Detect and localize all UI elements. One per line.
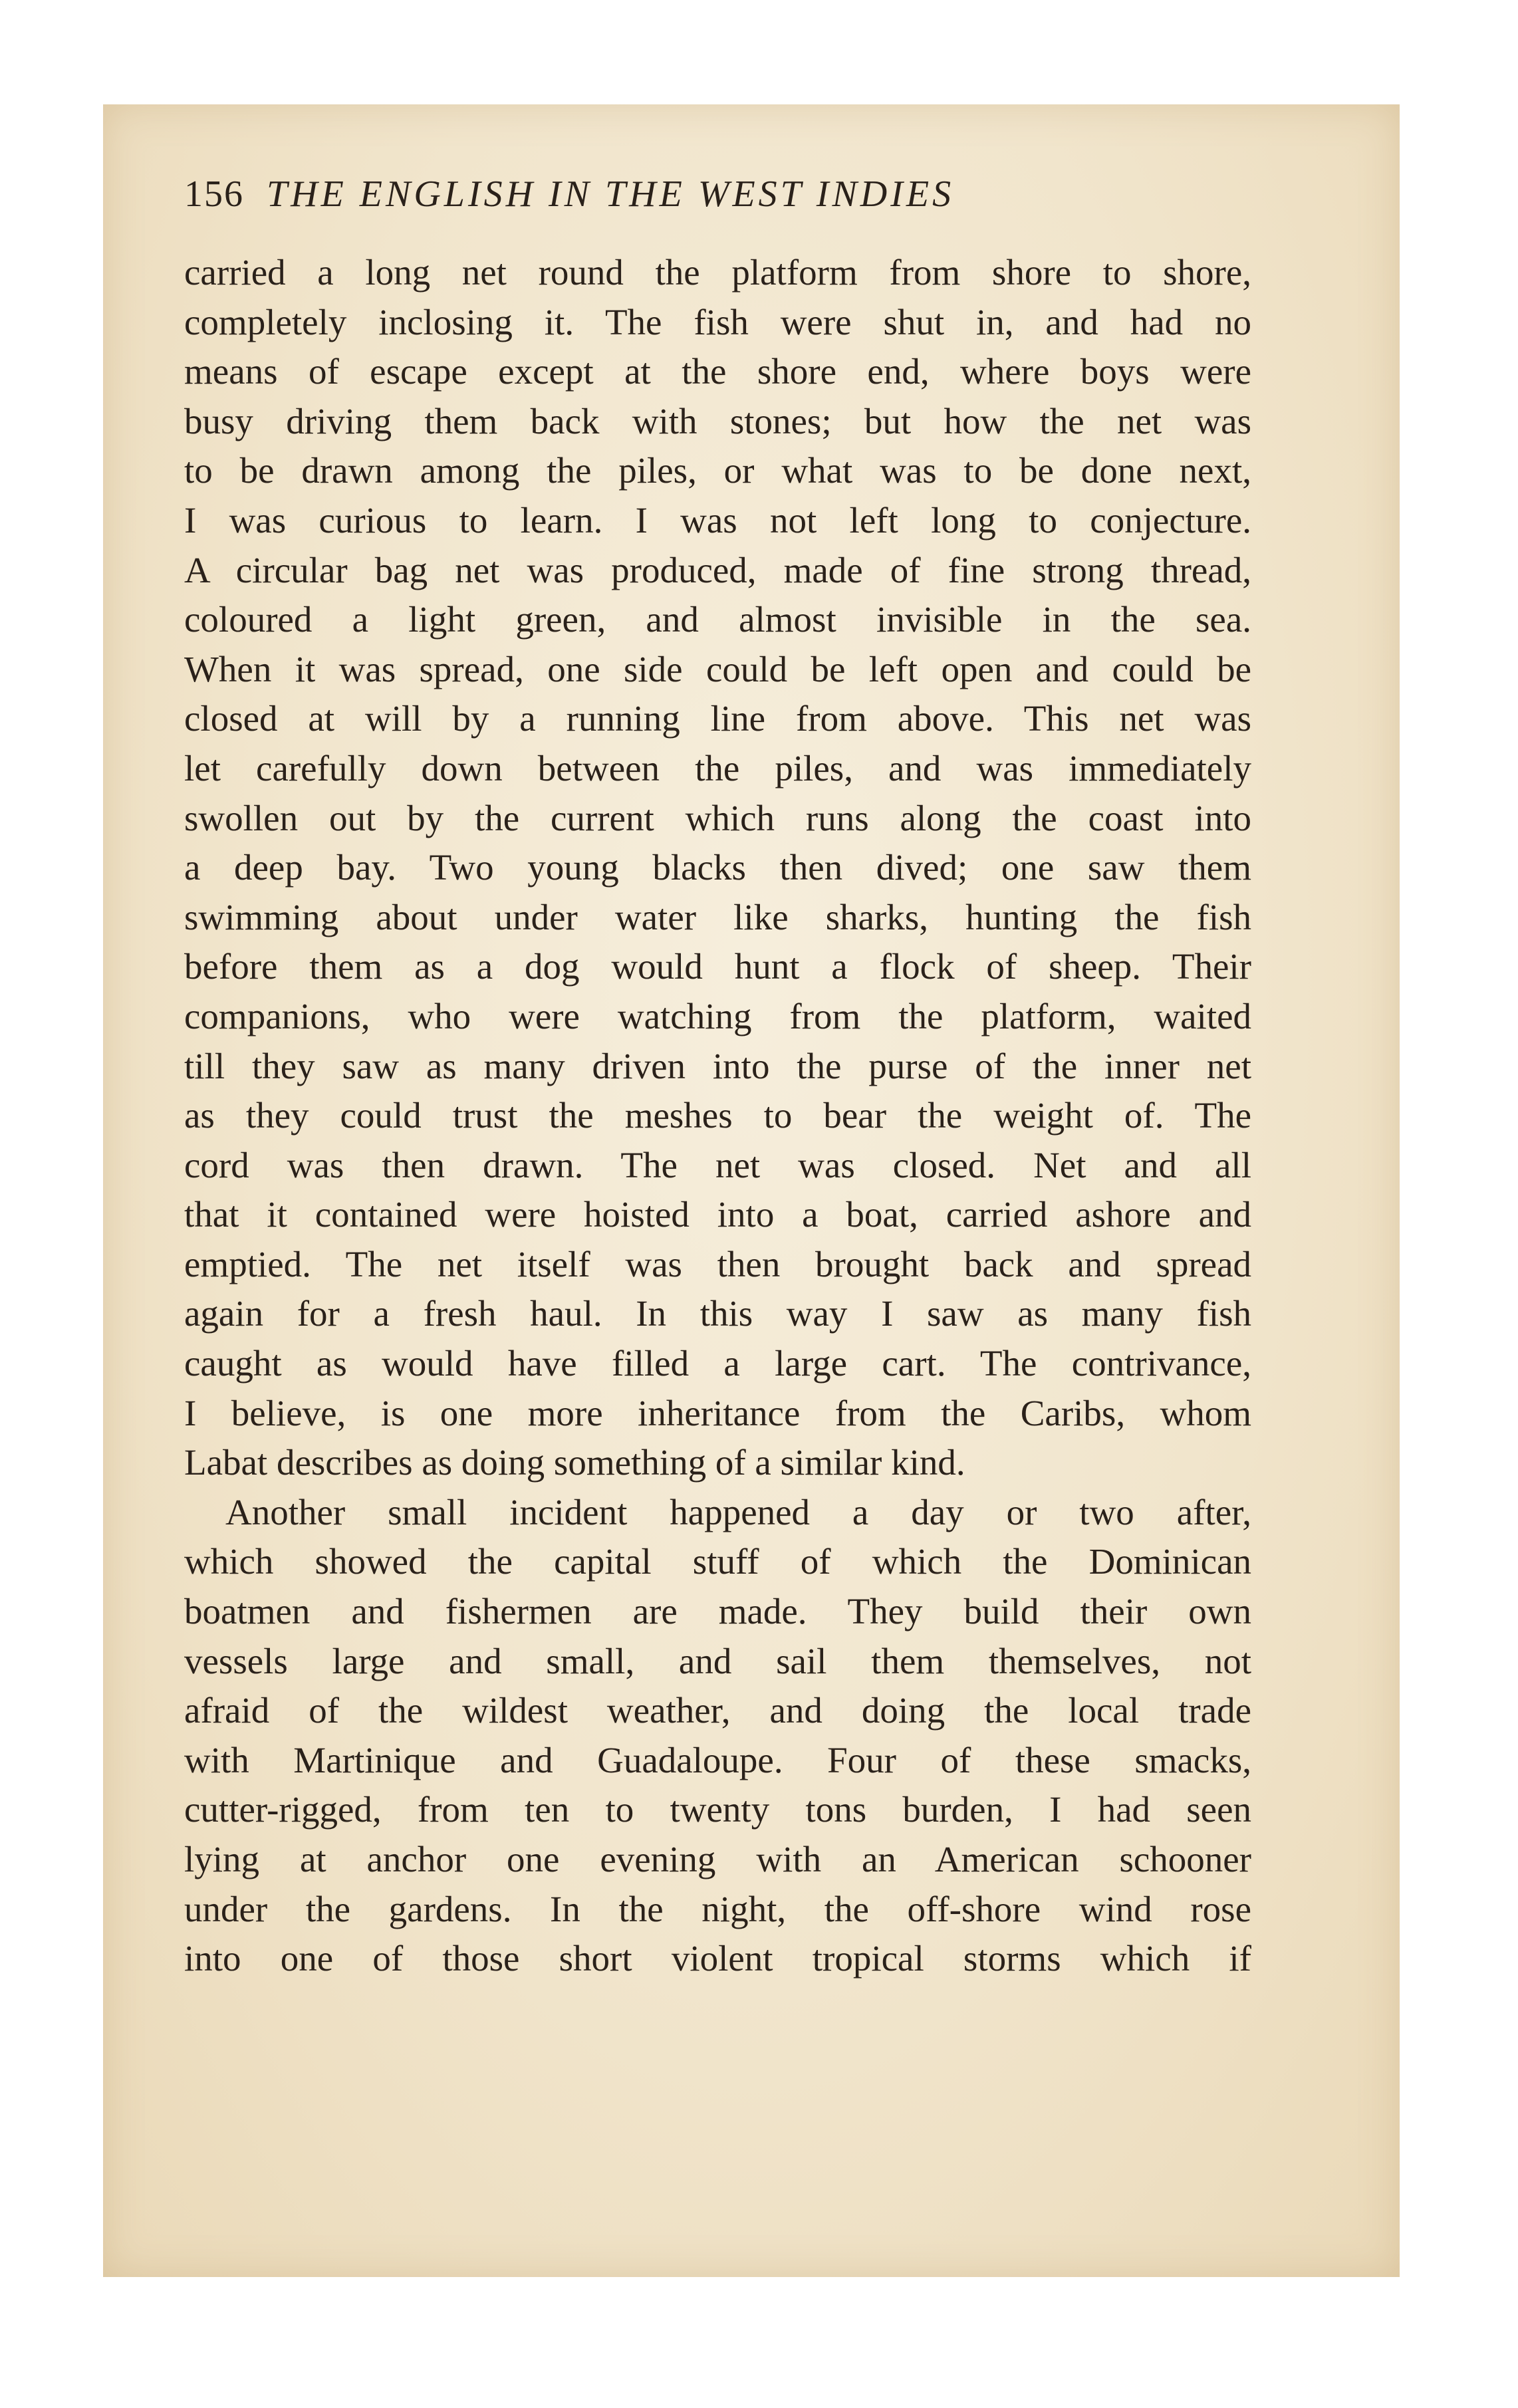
text-line: which showed the capital stuff of which the Dominican [184, 1541, 1251, 1582]
text-line: till they saw as many driven into the purse of the inner net [184, 1045, 1251, 1086]
text-line: that it contained were hoisted into a boat, carried ashore and [184, 1194, 1251, 1235]
text-line: I was curious to learn. I was not left long to conjecture. [184, 499, 1251, 541]
text-line: let carefully down between the piles, and was immediately [184, 747, 1251, 788]
text-line: before them as a dog would hunt a flock of sheep. Their [184, 946, 1251, 987]
page-body [184, 248, 1251, 1984]
text-line: afraid of the wildest weather, and doing the local trade [184, 1690, 1251, 1731]
text-line: to be drawn among the piles, or what was to be done next, [184, 450, 1251, 491]
text-line: as they could trust the meshes to bear the weight of. The [184, 1095, 1251, 1136]
page-number: 156 [184, 174, 244, 215]
text-line: I believe, is one more inheritance from the Caribs, whom [184, 1392, 1251, 1433]
text-line: means of escape except at the shore end, where boys were [184, 351, 1251, 392]
text-line: with Martinique and Guadaloupe. Four of these smacks, [184, 1739, 1251, 1780]
text-line: caught as would have filled a large cart. The contrivance, [184, 1343, 1251, 1384]
text-line: closed at will by a running line from above. This net was [184, 698, 1251, 739]
text-line: a deep bay. Two young blacks then dived; one saw them [184, 847, 1251, 888]
text-line: cord was then drawn. The net was closed. Net and all [184, 1144, 1251, 1185]
text-line: completely inclosing it. The fish were shut in, and had no [184, 301, 1251, 342]
text-line: into one of those short violent tropical storms which if [184, 1938, 1251, 1979]
text-line: under the gardens. In the night, the off-shore wind rose [184, 1888, 1251, 1929]
text-line: coloured a light green, and almost invisible in the sea. [184, 599, 1251, 640]
text-line: companions, who were watching from the platform, waited [184, 995, 1251, 1036]
text-line: boatmen and fishermen are made. They build their own [184, 1591, 1251, 1632]
text-line: busy driving them back with stones; but how the net was [184, 400, 1251, 441]
text-line: cutter-rigged, from ten to twenty tons burden, I had seen [184, 1789, 1251, 1830]
text-line: A circular bag net was produced, made of fine strong thread, [184, 549, 1251, 590]
paragraph-2 [184, 1488, 1251, 1984]
text-line: lying at anchor one evening with an American schooner [184, 1839, 1251, 1879]
text-line: carried a long net round the platform from shore to shore, [184, 252, 1251, 293]
paragraph-1 [184, 248, 1251, 1488]
text-line: again for a fresh haul. In this way I saw as many fish [184, 1293, 1251, 1334]
running-header [184, 173, 1315, 215]
text-line: Labat describes as doing something of a similar kind. [184, 1442, 965, 1483]
text-line: vessels large and small, and sail them themselves, not [184, 1640, 1251, 1681]
running-title: THE ENGLISH IN THE WEST INDIES [267, 174, 955, 215]
text-line: Another small incident happened a day or two after, [225, 1491, 1251, 1532]
text-line: When it was spread, one side could be left open and could be [184, 648, 1251, 689]
text-line: swimming about under water like sharks, hunting the fish [184, 896, 1251, 937]
text-line: swollen out by the current which runs along the coast into [184, 797, 1251, 838]
text-line: emptied. The net itself was then brought back and spread [184, 1243, 1251, 1284]
